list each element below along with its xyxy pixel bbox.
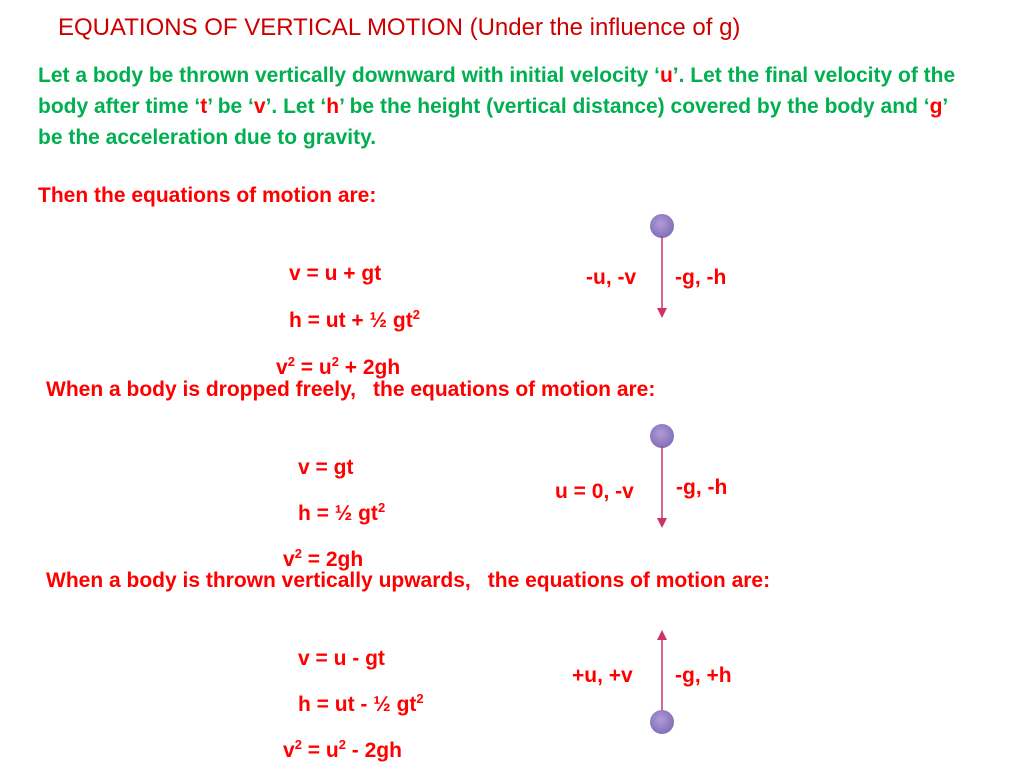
section1-eq-velocity: v = u + gt <box>289 262 382 285</box>
page-title: EQUATIONS OF VERTICAL MOTION (Under the influence of g) <box>58 14 741 41</box>
section1-eq3-v: v <box>276 356 288 379</box>
section1-eq3-sup2: 2 <box>331 354 339 369</box>
intro-text-6: ’ be the acceleration due to gravity. <box>38 95 948 149</box>
section1-eq-height-text: h = ut + ½ gt <box>289 309 413 332</box>
intro-var-v: v <box>253 95 266 118</box>
intro-text-1: Let a body be thrown vertically downward with initial velocity ‘ <box>38 64 660 87</box>
intro-text-3: ’ be ‘ <box>207 95 254 118</box>
section3-label-left: +u, +v <box>572 664 633 687</box>
section2-label-right: -g, -h <box>676 476 728 499</box>
section1-eq-height-sup: 2 <box>412 307 420 322</box>
arrow-up-icon <box>655 630 669 714</box>
section3-eq3-gh: - 2gh <box>345 739 402 762</box>
section3-heading-a: When a body is thrown vertically upwards, <box>46 569 471 592</box>
section2-heading <box>46 378 655 402</box>
section2-eq-height <box>298 502 385 526</box>
section1-eq3-sup1: 2 <box>287 354 295 369</box>
section1-eq3-u: = u <box>294 356 332 379</box>
ball-icon <box>650 424 674 448</box>
section3-heading-b: the equations of motion are: <box>487 569 771 592</box>
section3-eq-height-text: h = ut - ½ gt <box>298 693 417 716</box>
intro-text-4: ’. Let ‘ <box>265 95 327 118</box>
section1-eq-height <box>289 309 420 333</box>
section3-label-right: -g, +h <box>675 664 732 687</box>
section1-eq-velocity-squared <box>276 356 400 380</box>
section2-eq3-sup1: 2 <box>294 546 302 561</box>
section3-eq-height-sup: 2 <box>416 691 424 706</box>
section3-eq-velocity: v = u - gt <box>298 647 385 670</box>
section2-eq-height-text: h = ½ gt <box>298 502 378 525</box>
section2-label-left: u = 0, -v <box>555 480 634 503</box>
intro-var-t: t <box>200 95 208 118</box>
section2-eq-height-sup: 2 <box>377 500 386 515</box>
section2-eq3-v: v <box>283 548 295 571</box>
arrow-down-icon <box>655 446 669 530</box>
section3-eq3-sup1: 2 <box>294 737 302 752</box>
section2-heading-a: When a body is dropped freely, <box>46 378 356 401</box>
intro-text-5: ’ be the height (vertical distance) covered by the body and ‘ <box>339 95 930 118</box>
section1-heading: Then the equations of motion are: <box>38 184 377 207</box>
intro-paragraph <box>38 60 968 153</box>
section3-eq3-u: = u <box>301 739 339 762</box>
section2-eq-velocity: v = gt <box>298 456 354 479</box>
ball-icon <box>650 214 674 238</box>
section3-eq3-v: v <box>283 739 295 762</box>
section2-heading-b: the equations of motion are: <box>373 378 656 401</box>
section1-eq3-gh: + 2gh <box>338 356 401 379</box>
section1-label-right: -g, -h <box>675 266 727 289</box>
section3-heading <box>46 569 770 593</box>
section3-eq-height <box>298 693 424 717</box>
ball-icon <box>650 710 674 734</box>
arrow-down-icon <box>655 236 669 320</box>
section3-eq3-sup2: 2 <box>338 737 346 752</box>
intro-var-h: h <box>326 95 340 118</box>
section1-label-left: -u, -v <box>586 266 637 289</box>
intro-text-2: ’. Let the final velocity of the body after time ‘ <box>38 64 956 118</box>
section3-eq-velocity-squared <box>283 739 402 763</box>
section2-eq3-gh: = 2gh <box>301 548 364 571</box>
intro-var-u: u <box>659 64 673 87</box>
intro-var-g: g <box>929 95 943 118</box>
